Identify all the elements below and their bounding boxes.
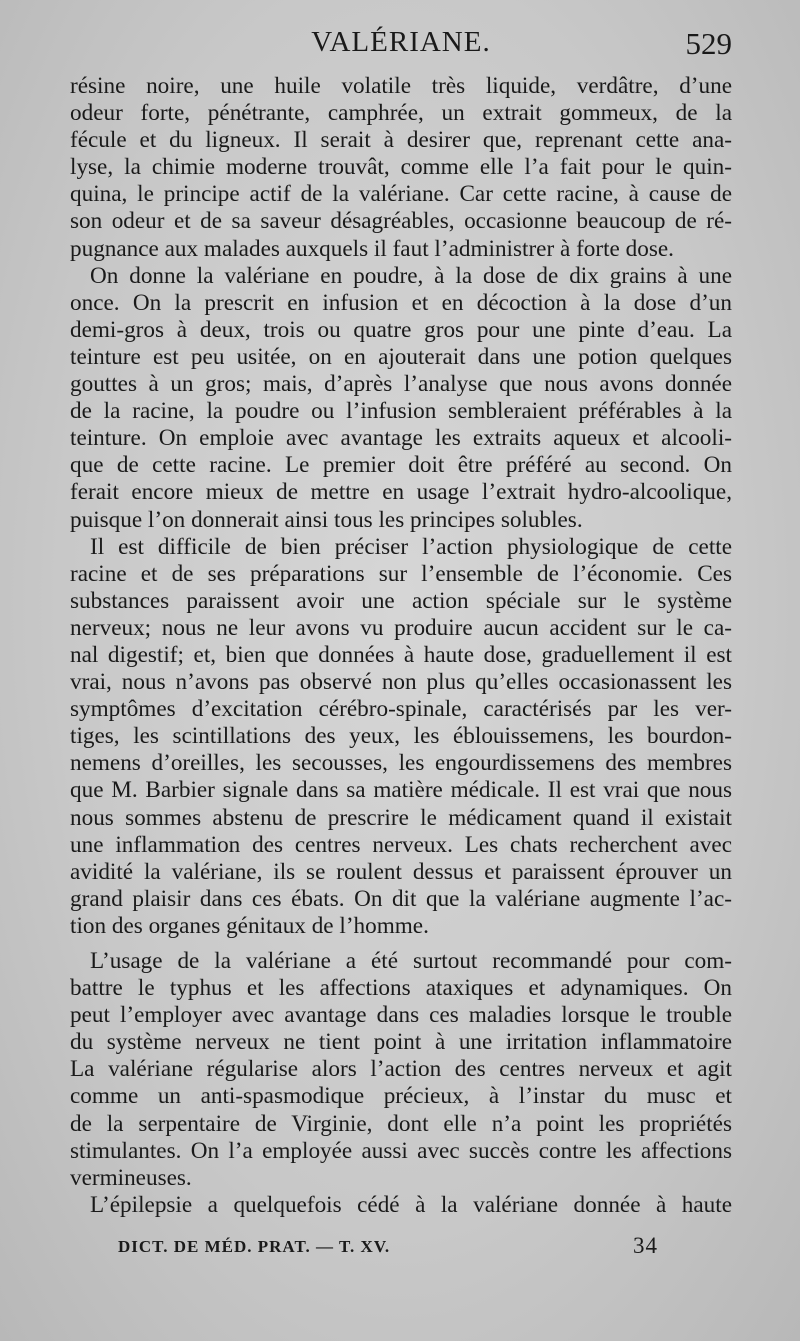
signature-mark: DICT. DE MÉD. PRAT. — T. XV.	[118, 1237, 391, 1256]
text-line: tiges, les scintillations des yeux, les éblouissemens, les bourdon-	[70, 723, 732, 750]
signature-number: 34	[633, 1233, 658, 1258]
text-line: odeur forte, pénétrante, camphrée, un extrait gommeux, de la	[70, 100, 732, 127]
paragraph-3	[70, 534, 732, 940]
text-line: quina, le principe actif de la valériane. Car cette racine, à cause de	[70, 181, 732, 208]
text-line: once. On la prescrit en infusion et en décoction à la dose d’un	[70, 289, 732, 316]
text-line: battre le typhus et les affections ataxiques et adynamiques. On	[70, 975, 732, 1002]
text-line: pugnance aux malades auxquels il faut l’administrer à forte dose.	[70, 235, 674, 262]
text-line: une inflammation des centres nerveux. Les chats recherchent avec	[70, 831, 732, 858]
text-line: son odeur et de sa saveur désagréables, occasionne beaucoup de ré-	[70, 208, 732, 235]
text-line: gouttes à un gros; mais, d’après l’analyse que nous avons donnée	[70, 371, 732, 398]
text-line: teinture est peu usitée, on en ajouterait dans une potion quelques	[70, 343, 732, 370]
text-line: ferait encore mieux de mettre en usage l’extrait hydro-alcoolique,	[70, 479, 732, 506]
text-line: résine noire, une huile volatile très liquide, verdâtre, d’une	[70, 73, 732, 99]
paragraph-1	[70, 73, 732, 263]
text-line: nal digestif; et, bien que données à haute dose, graduellement il est	[70, 641, 732, 668]
text-line: symptômes d’excitation cérébro-spinale, caractérisés par les ver-	[70, 696, 732, 723]
page-footer	[118, 1233, 658, 1267]
text-line: stimulantes. On l’a employée aussi avec succès contre les affections	[70, 1137, 732, 1164]
text-line: de la racine, la poudre ou l’infusion sembleraient préférables à la	[70, 398, 732, 425]
text-line: avidité la valériane, ils se roulent dessus et paraissent éprouver un	[70, 858, 732, 885]
paragraph-spacer	[70, 940, 732, 948]
text-line: que M. Barbier signale dans sa matière médicale. Il est vrai que nous	[70, 777, 732, 804]
text-line: teinture. On emploie avec avantage les extraits aqueux et alcooli-	[70, 425, 732, 452]
page-number: 529	[685, 26, 732, 61]
text-line: racine et de ses préparations sur l’ensemble de l’économie. Ces	[70, 560, 732, 587]
text-line: L’usage de la valériane a été surtout recommandé pour com-	[90, 948, 732, 974]
page-body	[70, 73, 732, 1219]
text-line: On donne la valériane en poudre, à la dose de dix grains à une	[90, 262, 732, 289]
text-line: demi-gros à deux, trois ou quatre gros pour une pinte d’eau. La	[70, 316, 732, 343]
paragraph-5	[70, 1192, 732, 1219]
paragraph-4	[70, 948, 732, 1192]
page-header	[70, 26, 732, 66]
text-line: lyse, la chimie moderne trouvât, comme elle l’a fait pour le quin-	[70, 154, 732, 181]
text-line: La valériane régularise alors l’action des centres nerveux et agit	[70, 1056, 732, 1083]
running-title: VALÉRIANE.	[311, 26, 491, 58]
text-line: L’épilepsie a quelquefois cédé à la valériane donnée à haute	[90, 1191, 732, 1218]
paragraph-2	[70, 263, 732, 534]
text-line: fécule et du ligneux. Il serait à desirer que, reprenant cette ana-	[70, 127, 732, 154]
text-line: substances paraissent avoir une action spéciale sur le système	[70, 587, 732, 614]
text-line: nerveux; nous ne leur avons vu produire aucun accident sur le ca-	[70, 614, 732, 641]
text-line: nemens d’oreilles, les secousses, les engourdissemens des membres	[70, 750, 732, 777]
text-line: que de cette racine. Le premier doit être préféré au second. On	[70, 452, 732, 479]
text-line: vrai, nous n’avons pas observé non plus qu’elles occasionassent les	[70, 669, 732, 696]
text-line: puisque l’on donnerait ainsi tous les principes solubles.	[70, 506, 583, 533]
text-line: nous sommes abstenu de prescrire le médicament quand il existait	[70, 804, 732, 831]
text-line: vermineuses.	[70, 1164, 192, 1191]
text-line: tion des organes génitaux de l’homme.	[70, 912, 429, 939]
text-line: peut l’employer avec avantage dans ces maladies lorsque le trouble	[70, 1002, 732, 1029]
text-line: de la serpentaire de Virginie, dont elle n’a point les propriétés	[70, 1110, 732, 1137]
text-line: comme un anti-spasmodique précieux, à l’instar du musc et	[70, 1083, 732, 1110]
text-line: Il est difficile de bien préciser l’action physiologique de cette	[90, 533, 732, 560]
text-line: grand plaisir dans ces ébats. On dit que la valériane augmente l’ac-	[70, 885, 732, 912]
text-line: du système nerveux ne tient point à une irritation inflammatoire	[70, 1029, 732, 1056]
